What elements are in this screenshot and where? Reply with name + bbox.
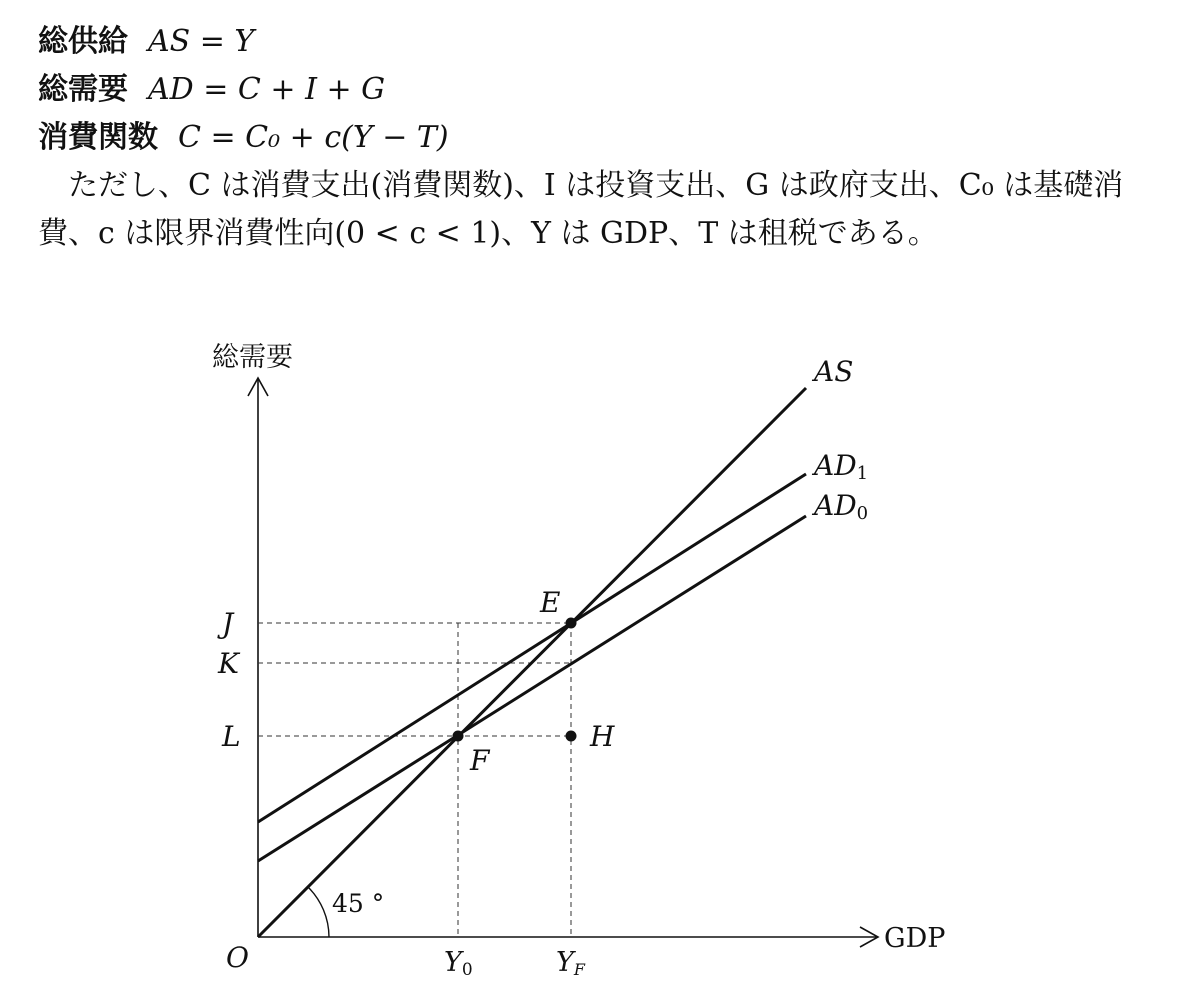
level-L-label: L bbox=[222, 720, 241, 753]
point-E bbox=[566, 618, 577, 629]
equation-formula: C = C₀ + c(Y − T) bbox=[178, 120, 449, 155]
y-axis-label: 総需要 bbox=[212, 342, 293, 373]
point-F-label: F bbox=[470, 744, 490, 777]
ad0-line-label: AD0 bbox=[814, 489, 869, 524]
origin-label: O bbox=[226, 941, 249, 974]
ad1-line bbox=[258, 474, 806, 822]
y0-label: Y0 bbox=[444, 947, 473, 980]
equation-formula: AS = Y bbox=[148, 24, 255, 59]
as-line-label: AS bbox=[814, 355, 854, 388]
note-line: ただし、C は消費支出(消費関数)、I は投資支出、G は政府支出、C₀ は基礎消 bbox=[68, 168, 1124, 203]
x-axis-label: GDP bbox=[884, 923, 946, 954]
point-F bbox=[453, 731, 464, 742]
ad1-line-label: AD1 bbox=[814, 449, 869, 484]
ad0-line bbox=[258, 516, 806, 861]
level-K-label: K bbox=[218, 647, 239, 680]
angle-arc bbox=[308, 887, 329, 937]
equation-formula: AD = C + I + G bbox=[148, 72, 386, 107]
equation-label: 消費関数 bbox=[38, 120, 158, 155]
note-line: 費、c は限界消費性向(0 < c < 1)、Y は GDP、T は租税である。 bbox=[38, 216, 938, 251]
yf-label: YF bbox=[556, 947, 585, 979]
level-J-label: J bbox=[222, 607, 234, 640]
equation-label: 総供給 bbox=[38, 24, 128, 59]
point-E-label: E bbox=[540, 586, 561, 619]
angle-label: 45 ° bbox=[332, 889, 385, 918]
point-H bbox=[566, 731, 577, 742]
point-H-label: H bbox=[590, 720, 615, 753]
equation-label: 総需要 bbox=[38, 72, 128, 107]
